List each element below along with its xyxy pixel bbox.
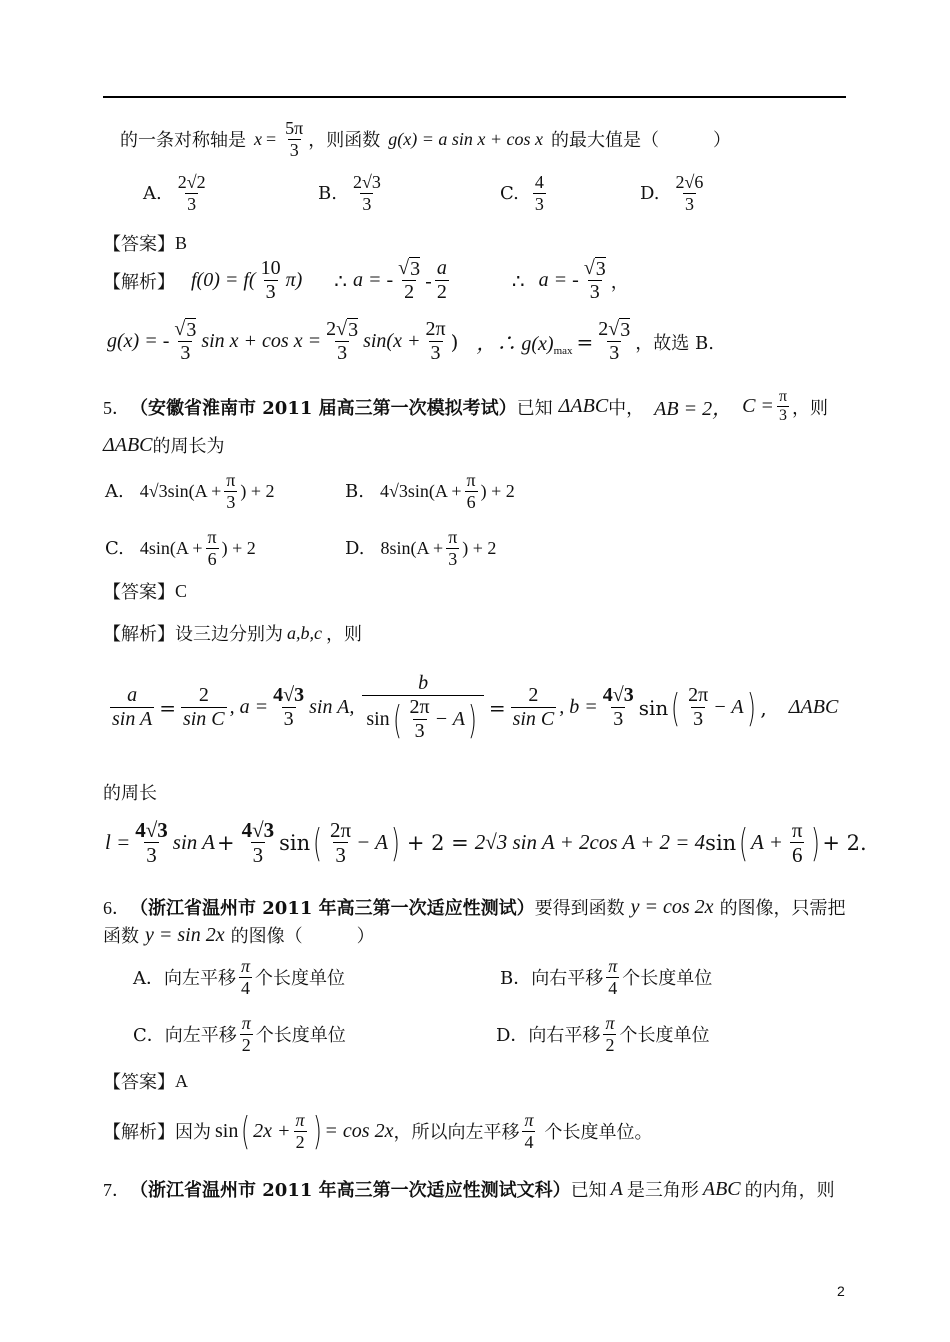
q5-c-den: 3 bbox=[778, 407, 787, 425]
q6-answer-value: A bbox=[175, 1070, 188, 1091]
q5-f1-frac4-den: sin ( $\frac{2\pi}{3}$ − A ) bbox=[362, 695, 483, 743]
q5-perimeter-text: 的周长 bbox=[103, 783, 157, 804]
q5-answer-tag: 【答案】 bbox=[103, 582, 175, 603]
q5-option-a-tail: ) + 2 bbox=[240, 480, 275, 501]
q4-option-b-label: B. bbox=[318, 182, 337, 204]
q4-gmax-frac bbox=[596, 318, 632, 365]
q4-gmax-r3: 3 bbox=[620, 319, 631, 341]
q5-f1-frac4-sin: sin bbox=[366, 708, 390, 730]
q4-option-a bbox=[143, 172, 211, 214]
q7-stem3: 的内角，则 bbox=[744, 1180, 835, 1201]
q4-option-c-den: 3 bbox=[534, 193, 544, 214]
q4-eq2-frac1 bbox=[396, 257, 422, 304]
q5-option-a bbox=[105, 470, 275, 512]
q6-stem1: 要得到函数 bbox=[534, 898, 625, 919]
q5-option-c-num: π bbox=[207, 527, 217, 547]
q4-eq3-frac-den: 3 bbox=[589, 281, 600, 303]
q6-analysis-tail: 个长度单位。 bbox=[544, 1122, 653, 1144]
q5-option-a-num: π bbox=[226, 470, 236, 490]
q5-option-a-frac bbox=[224, 470, 237, 512]
q5-option-b-coef: 4√3 bbox=[379, 480, 408, 501]
q4-therefore-1: ∴ bbox=[334, 268, 348, 293]
q6-analysis-inner: 2x + bbox=[253, 1119, 291, 1142]
q5-f2-frac3-num: 2π bbox=[330, 818, 352, 842]
q5-f2-frac4-num: π bbox=[791, 818, 803, 842]
q5-f1-frac7-den: 3 bbox=[693, 708, 704, 730]
q5-tri: ΔABC bbox=[558, 395, 609, 418]
q6-analysis: 【解析】 因为 sin ( 2x + $\frac{\pi}{2}$ ) = cos 2x ，所以向左平移 $\frac{\pi}{4}$ 个长度单位。 bbox=[103, 1109, 653, 1154]
q4-eq1-frac bbox=[259, 257, 283, 304]
q5-f1-comma-a: , a = bbox=[229, 696, 269, 718]
q5-option-c-tail: ) + 2 bbox=[221, 537, 256, 558]
q6-option-c-num: π bbox=[241, 1013, 251, 1033]
q4-eq3-comma: ， bbox=[610, 271, 629, 293]
q6-stem2a: 函数 bbox=[103, 926, 139, 947]
q4-answer-tag: 【答案】 bbox=[103, 234, 175, 255]
q4-eq2-minus: - bbox=[425, 268, 432, 293]
q6-option-a bbox=[133, 956, 345, 998]
q4-eq2: a = - bbox=[353, 269, 394, 291]
q4-g-frac1-num: √ 3 bbox=[174, 318, 197, 341]
q4-g-close: ) bbox=[450, 329, 459, 354]
q5-f2-frac1-num: 4√3 bbox=[135, 818, 168, 842]
q4-gmax-frac-num: 2 √ 3 bbox=[598, 318, 631, 341]
q5-f2-end: + 2. bbox=[822, 830, 867, 855]
q6-answer bbox=[103, 1068, 188, 1094]
q5-option-d-num: π bbox=[448, 527, 458, 547]
q5-analysis-ze: ，则 bbox=[326, 624, 362, 645]
q5-option-c-label: C. bbox=[105, 537, 124, 559]
q5-f1-frac4-inner bbox=[408, 696, 432, 743]
q5-source: （安徽省淮南市 2011 届高三第一次模拟考试） bbox=[130, 397, 517, 419]
q4-eq2-frac1-num: √ 3 bbox=[398, 257, 421, 280]
q6-option-b-den: 4 bbox=[608, 977, 618, 998]
q7-stem2: 是三角形 bbox=[626, 1180, 699, 1201]
q4-g-frac2-r3: 3 bbox=[348, 319, 359, 341]
q7-stem bbox=[103, 1176, 835, 1202]
q4-eq1-num: 10 bbox=[260, 257, 281, 279]
q5-f1-frac6 bbox=[601, 684, 636, 731]
q4-g-frac2-num: 2 √ 3 bbox=[326, 318, 359, 341]
q5-option-a-label: A. bbox=[105, 480, 124, 502]
q4-x-var: x bbox=[254, 128, 262, 149]
q5-stem1: 已知 bbox=[516, 397, 553, 419]
q4-gmax-lead: ，∴ g(x) bbox=[476, 333, 554, 355]
q6-stem-line2 bbox=[103, 922, 375, 948]
q6-analysis-sin: sin bbox=[215, 1119, 239, 1142]
q6-analysis-frac1-num: π bbox=[295, 1110, 305, 1130]
q5-option-b-label: B. bbox=[345, 480, 364, 502]
q5-answer-value: C bbox=[175, 580, 188, 601]
q6-option-a-mid: 平移 bbox=[200, 968, 236, 990]
q5-analysis-formula2: l = $\frac{4√3}{3}$ sin A + $\frac{4√3}{3}$ sin ( $\frac{2\pi}{3}$ − A ) + 2 = 2√3 sin A + 2cos A + 2 = 4 sin ( A + $\frac{\pi}{6}$ ) + 2. bbox=[105, 818, 867, 868]
q6-analysis-tag: 【解析】 bbox=[103, 1122, 175, 1144]
q6-analysis-frac2-num: π bbox=[524, 1110, 534, 1130]
q5-option-c-coef: 4 bbox=[139, 537, 149, 558]
q6-option-c-tail: 个长度单位 bbox=[255, 1025, 346, 1047]
q6-stem-line1 bbox=[103, 894, 846, 920]
q5-f1-frac2-num: 2 bbox=[198, 684, 209, 706]
q5-stem2-tri: ΔABC bbox=[103, 433, 153, 456]
q6-option-d-label: D．向右平移 bbox=[496, 1025, 601, 1047]
q4-eq3: a = - bbox=[538, 269, 579, 291]
q5-f2-frac1 bbox=[133, 818, 170, 867]
q4-g-frac3-den: 3 bbox=[430, 342, 441, 364]
q5-f2-sin: sin bbox=[279, 830, 311, 855]
q6-analysis-frac1 bbox=[294, 1110, 307, 1152]
q6-analysis-frac2 bbox=[522, 1110, 535, 1152]
q5-option-b-frac bbox=[465, 470, 478, 512]
q4-answer-value: B bbox=[175, 232, 188, 253]
q4-gmax-sub: max bbox=[553, 345, 573, 357]
q4-option-c-label: C. bbox=[500, 182, 519, 204]
q4-eq1-right: π) bbox=[285, 269, 303, 291]
q4-option-a-frac bbox=[176, 172, 208, 214]
q5-ab: AB = 2， bbox=[654, 398, 733, 421]
q5-f1-frac5 bbox=[511, 684, 557, 731]
q5-analysis-vars: a,b,c bbox=[287, 622, 322, 643]
q4-stem-suffix: 的最大值是（ ） bbox=[551, 130, 731, 152]
q4-g-frac1 bbox=[172, 318, 198, 365]
q4-answer bbox=[103, 230, 187, 256]
q4-axis-fraction bbox=[283, 118, 305, 160]
page-number: 2 bbox=[837, 1283, 845, 1299]
q7-number: 7． bbox=[103, 1180, 130, 1200]
q4-option-d-den: 3 bbox=[684, 193, 694, 214]
q5-option-b-tail: ) + 2 bbox=[480, 480, 515, 501]
q6-option-d-frac bbox=[603, 1013, 616, 1055]
q5-option-d-tail: ) + 2 bbox=[462, 537, 497, 558]
q5-f1-frac4-num: b bbox=[418, 672, 429, 694]
q5-f2-l: l = bbox=[105, 830, 131, 855]
q5-f1-frac4-inner-den: 3 bbox=[414, 720, 425, 742]
header-rule bbox=[103, 96, 846, 98]
q4-g-frac3 bbox=[423, 318, 447, 365]
q6-option-d-den: 2 bbox=[605, 1034, 615, 1055]
q5-stem-line2 bbox=[103, 432, 225, 458]
q6-option-d bbox=[496, 1013, 709, 1055]
q4-eq1-den: 3 bbox=[265, 281, 276, 303]
q6-analysis-rhs: = cos 2x bbox=[324, 1119, 394, 1142]
q6-answer-tag: 【答案】 bbox=[103, 1072, 175, 1093]
q5-f1-frac4-minusA: − A bbox=[434, 708, 465, 730]
q5-option-b-expr: sin(A + bbox=[407, 480, 462, 501]
q6-option-b-frac bbox=[606, 956, 619, 998]
q6-option-c-den: 2 bbox=[241, 1034, 251, 1055]
q6-y2: y = sin 2x bbox=[145, 923, 225, 946]
q5-f1-frac2-den: sin C bbox=[182, 708, 225, 730]
q6-option-c-frac bbox=[240, 1013, 253, 1055]
q4-analysis-tag: 【解析】 bbox=[103, 271, 175, 293]
q4-option-d-frac bbox=[674, 172, 706, 214]
q4-option-b bbox=[318, 172, 386, 214]
q5-option-a-coef: 4√3 bbox=[139, 480, 168, 501]
q5-f1-frac4 bbox=[362, 672, 483, 743]
q4-option-c bbox=[500, 172, 549, 214]
q5-f1-frac5-den: sin C bbox=[512, 708, 555, 730]
q6-number: 6． bbox=[103, 898, 130, 918]
q5-c: C = bbox=[742, 395, 774, 418]
q7-A: A bbox=[610, 1177, 623, 1200]
q7-source: （浙江省温州市 2011 年高三第一次适应性测试文科） bbox=[130, 1180, 571, 1201]
q6-source: （浙江省温州市 2011 年高三第一次适应性测试） bbox=[130, 898, 535, 919]
q6-option-a-num: π bbox=[241, 956, 251, 976]
q4-stem-prefix: 的一条对称轴是 bbox=[120, 130, 246, 152]
q4-eq3-frac-num: √ 3 bbox=[583, 257, 606, 280]
q7-ABC: ABC bbox=[702, 1177, 741, 1200]
q5-f1-frac7 bbox=[686, 684, 710, 731]
q4-option-a-den: 3 bbox=[187, 193, 197, 214]
q4-eq2-frac1-den: 2 bbox=[404, 281, 415, 303]
q4-option-b-den: 3 bbox=[362, 193, 372, 214]
q5-f1-sin: sin bbox=[638, 695, 669, 720]
q5-f1-frac7-num: 2π bbox=[688, 684, 709, 706]
q4-option-d-label: D. bbox=[640, 182, 660, 204]
q5-f2-sinA: sin A bbox=[172, 830, 216, 855]
q4-eq3-frac bbox=[582, 257, 608, 304]
q4-axis-num: 5π bbox=[285, 118, 304, 138]
q4-g-frac2 bbox=[324, 318, 360, 365]
q5-option-c-frac bbox=[206, 527, 219, 569]
q6-option-a-label: A．向左 bbox=[133, 968, 200, 990]
q4-g-sin: sin(x + bbox=[363, 330, 421, 352]
q5-option-b-num: π bbox=[466, 470, 476, 490]
q5-option-d-label: D. bbox=[345, 537, 365, 559]
q4-eq2-r3: 3 bbox=[410, 258, 421, 280]
q4-eq: = bbox=[266, 128, 277, 149]
q5-f2-frac4-den: 6 bbox=[791, 843, 803, 868]
q5-f1-frac6-num: 4√3 bbox=[602, 684, 634, 706]
q5-c-num: π bbox=[778, 388, 788, 405]
q6-stem1b: 的图像，只需把 bbox=[719, 898, 846, 919]
q5-f1-sinA: sin A, bbox=[309, 696, 355, 718]
q4-option-c-num: 4 bbox=[534, 172, 544, 192]
q5-f1-frac3 bbox=[271, 684, 306, 731]
q4-option-c-frac bbox=[533, 172, 546, 214]
q6-analysis-frac2-den: 4 bbox=[524, 1131, 534, 1152]
q5-f1-frac3-num: 4√3 bbox=[273, 684, 305, 706]
q5-f2-frac4 bbox=[790, 818, 805, 867]
q5-option-c bbox=[105, 527, 256, 569]
q5-stem2: 的周长为 bbox=[152, 436, 225, 457]
q5-option-b-den: 6 bbox=[466, 491, 476, 512]
q4-gmax-frac-den: 3 bbox=[609, 342, 620, 364]
q4-g-mid: sin x + cos x = bbox=[201, 330, 322, 352]
q4-option-d bbox=[640, 172, 708, 214]
q6-option-d-tail: 个长度单位 bbox=[619, 1025, 710, 1047]
q4-g-frac1-r3: 3 bbox=[186, 319, 197, 341]
q4-axis-den: 3 bbox=[289, 139, 299, 160]
q4-eq2-frac2-num: a bbox=[436, 257, 447, 279]
q5-f1-frac4-inner-num: 2π bbox=[409, 696, 430, 718]
q4-g-frac1-den: 3 bbox=[180, 342, 191, 364]
q4-option-d-num: 2√6 bbox=[675, 172, 704, 192]
q5-option-a-den: 3 bbox=[226, 491, 236, 512]
q6-y1: y = cos 2x bbox=[630, 895, 714, 918]
q4-eq1-left: f(0) = f( bbox=[191, 269, 256, 291]
q5-f1-comma-b: , b = bbox=[559, 696, 598, 718]
q4-option-a-label: A. bbox=[143, 182, 162, 204]
q6-option-b bbox=[500, 956, 712, 998]
q5-f2-frac1-den: 3 bbox=[146, 843, 157, 868]
q5-f2-plus: + bbox=[217, 830, 235, 855]
q5-f2-frac2 bbox=[240, 818, 277, 867]
q5-analysis-text: 设三边分别为 bbox=[175, 624, 283, 645]
q5-option-d-coef: 8 bbox=[380, 537, 390, 558]
q5-analysis-tag: 【解析】 bbox=[103, 624, 175, 645]
q7-stem1: 已知 bbox=[570, 1180, 607, 1201]
q6-option-a-den: 4 bbox=[241, 977, 251, 998]
q5-number: 5． bbox=[103, 397, 130, 418]
q5-option-b bbox=[345, 470, 515, 512]
q6-option-a-frac bbox=[239, 956, 252, 998]
q4-select: ，故选 B. bbox=[635, 332, 714, 354]
q4-g-frac3-num: 2π bbox=[425, 318, 446, 340]
q4-eq3-r3: 3 bbox=[595, 258, 606, 280]
q5-option-d-expr: sin(A + bbox=[389, 537, 444, 558]
q5-perimeter-label bbox=[103, 779, 157, 805]
q6-analysis-so: ，所以向左平移 bbox=[393, 1122, 520, 1144]
q5-answer bbox=[103, 578, 187, 604]
q6-option-c-label: C．向左平移 bbox=[133, 1025, 237, 1047]
q5-f2-sin2: sin bbox=[705, 830, 737, 855]
q6-stem2b: 的图像（ ） bbox=[230, 926, 375, 947]
q5-option-d-den: 3 bbox=[448, 548, 458, 569]
q5-option-d-frac bbox=[446, 527, 459, 569]
q5-f1-tri: ΔABC bbox=[788, 696, 839, 718]
q5-f1-frac2 bbox=[181, 684, 227, 731]
q4-func: g(x) = a sin x + cos x bbox=[388, 128, 543, 149]
q5-f2-frac3 bbox=[328, 818, 353, 867]
q6-option-c bbox=[133, 1013, 346, 1055]
q4-option-a-num: 2√2 bbox=[177, 172, 206, 192]
q5-f2-plus2: + 2 = bbox=[406, 830, 469, 855]
q5-f2-frac2-den: 3 bbox=[252, 843, 264, 868]
q4-stem-middle: ，则函数 bbox=[308, 130, 381, 152]
q5-f1-frac1 bbox=[110, 684, 154, 731]
q6-option-a-tail: 个长度单位 bbox=[255, 968, 346, 990]
q5-stem-line1 bbox=[103, 388, 828, 426]
q5-zhong: 中， bbox=[608, 397, 645, 419]
q5-option-d bbox=[345, 527, 496, 569]
q4-eq2-frac2-den: 2 bbox=[436, 281, 447, 303]
q5-option-c-expr: sin(A + bbox=[148, 537, 203, 558]
q5-option-a-expr: sin(A + bbox=[167, 480, 222, 501]
q5-f2-frac3-den: 3 bbox=[335, 843, 346, 868]
q5-f2-minusA: − A bbox=[356, 830, 388, 855]
q4-g-lead: g(x) = - bbox=[107, 330, 170, 352]
q6-analysis-because: 因为 bbox=[175, 1122, 211, 1144]
q6-option-b-label: B．向右平移 bbox=[500, 968, 604, 990]
q6-option-d-num: π bbox=[605, 1013, 615, 1033]
q4-analysis-line2 bbox=[107, 318, 714, 365]
q6-option-b-num: π bbox=[608, 956, 618, 976]
q6-option-b-tail: 个长度单位 bbox=[622, 968, 713, 990]
q4-therefore-2: ∴ bbox=[511, 268, 525, 293]
q4-gmax-eq: = bbox=[576, 329, 594, 354]
q4-analysis-line1 bbox=[103, 257, 629, 304]
q4-option-b-frac bbox=[351, 172, 383, 214]
q4-option-b-num: 2√3 bbox=[352, 172, 381, 192]
q5-ze: ，则 bbox=[792, 397, 829, 419]
q5-c-frac bbox=[777, 388, 789, 426]
q5-f2-mid: 2√3 sin A + 2cos A + 2 = 4 bbox=[474, 830, 706, 855]
q5-f2-frac2-num: 4√3 bbox=[241, 818, 275, 842]
q4-stem-line bbox=[120, 118, 731, 160]
q4-g-frac2-den: 3 bbox=[337, 342, 348, 364]
q5-option-c-den: 6 bbox=[207, 548, 217, 569]
q5-analysis-formula1: $\frac{a}{\text{sin A}}$ = $\frac{2}{\text{sin C}}$ , a = $\frac{4√3}{3}$ sin A, b sin ( $\frac{2\pi}{3}$ − A ) = $\frac{2}{\text{sin C}}$ , b = $\frac{4√3}{3}$ sin ( $\frac{2\pi}{3}$ − A ) , ΔABC bbox=[112, 672, 839, 742]
q5-analysis-line1 bbox=[103, 620, 362, 646]
q5-f1-frac1-den: sin A bbox=[112, 708, 153, 730]
q5-f1-minusA: − A bbox=[713, 696, 744, 718]
q4-eq2-frac2 bbox=[435, 257, 449, 304]
q5-f1-frac3-den: 3 bbox=[283, 708, 294, 730]
q5-f1-frac6-den: 3 bbox=[613, 708, 624, 730]
q6-analysis-frac1-den: 2 bbox=[295, 1131, 305, 1152]
q5-f1-frac5-num: 2 bbox=[528, 684, 539, 706]
q5-f1-frac1-num: a bbox=[127, 684, 138, 706]
